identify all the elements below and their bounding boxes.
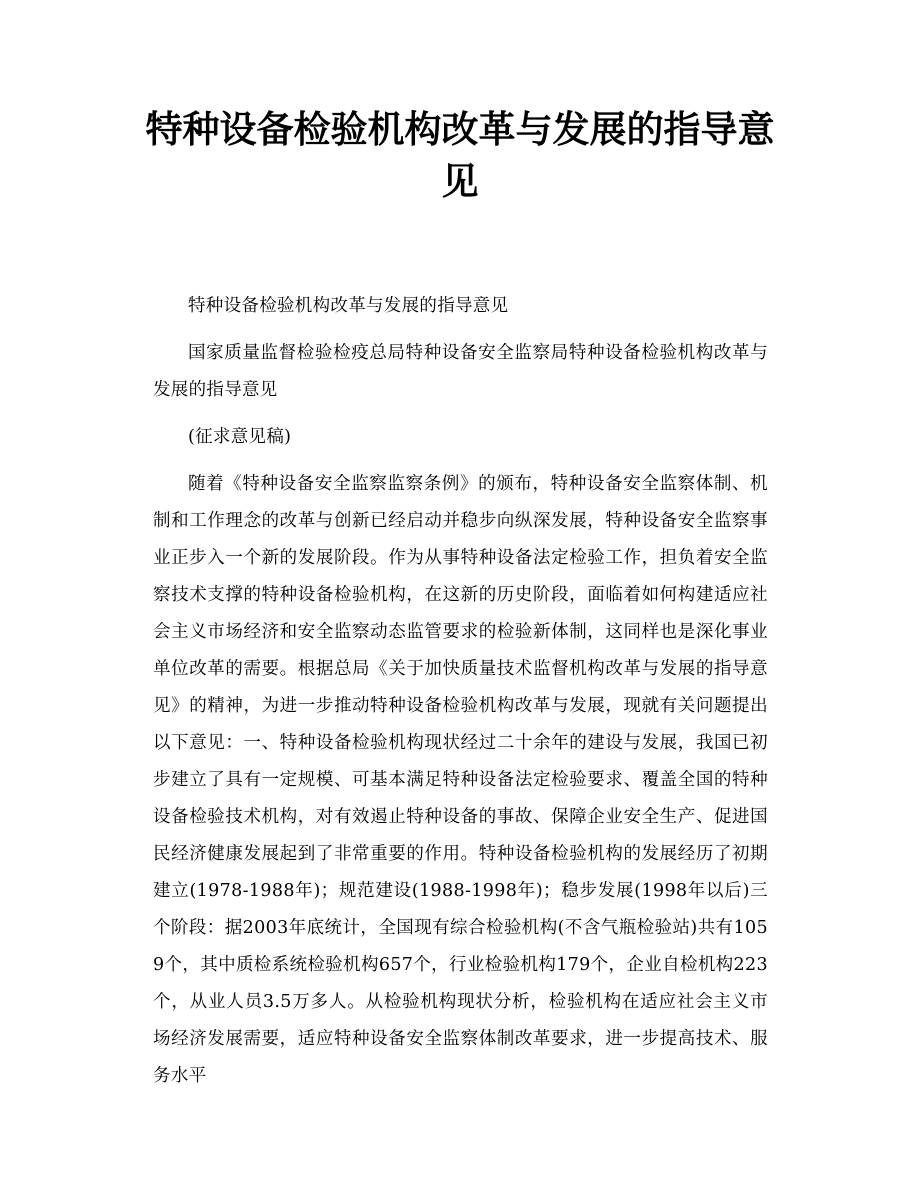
subtitle-paragraph: 特种设备检验机构改革与发展的指导意见 [188,296,509,316]
document-title: 特种设备检验机构改革与发展的指导意见 [145,108,775,203]
draft-note-paragraph: (征求意见稿) [188,427,292,447]
main-body-paragraph: 随着《特种设备安全监察监察条例》的颁布，特种设备安全监察体制、机制和工作理念的改革与创新已经启动并稳步向纵深发展，特种设备安全监察事业正步入一个新的发展阶段。作为从事特种设备法定检验工作，担负着安全监察技术支撑的特种设备检验机构，在这新的历史阶段，面临着如何构建适应社会主义市场经济和安全监察动态监管要求的检验新体制，这同样也是深化事业单位改革的需要。根据总局《关于加快质量技术监督机构改革与发展的指导意见》的精神，为进一步推动特种设备检验机构改革与发展，现就有关问题提出以下意见：一、特种设备检验机构现状经过二十余年的建设与发展，我国已初步建立了具有一定规模、可基本满足特种设备法定检验要求、覆盖全国的特种设备检验技术机构，对有效遏止特种设备的事故、保障企业安全生产、促进国民经济健康发展起到了非常重要的作用。特种设备检验机构的发展经历了初期建立(1978-1988年)；规范建设(1988-1998年)；稳步发展(1998年以后)三个阶段：据2003年底统计，全国现有综合检验机构(不含气瓶检验站)共有1059个，其中质检系统检验机构657个，行业检验机构179个，企业自检机构223个，从业人员3.5万多人。从检验机构现状分析，检验机构在适应社会主义市场经济发展需要，适应特种设备安全监察体制改革要求，进一步提高技术、服务水平 [153,474,768,1086]
issuer-paragraph: 国家质量监督检验检疫总局特种设备安全监察局特种设备检验机构改革与发展的指导意见 [153,343,768,400]
document-body [153,288,768,1105]
